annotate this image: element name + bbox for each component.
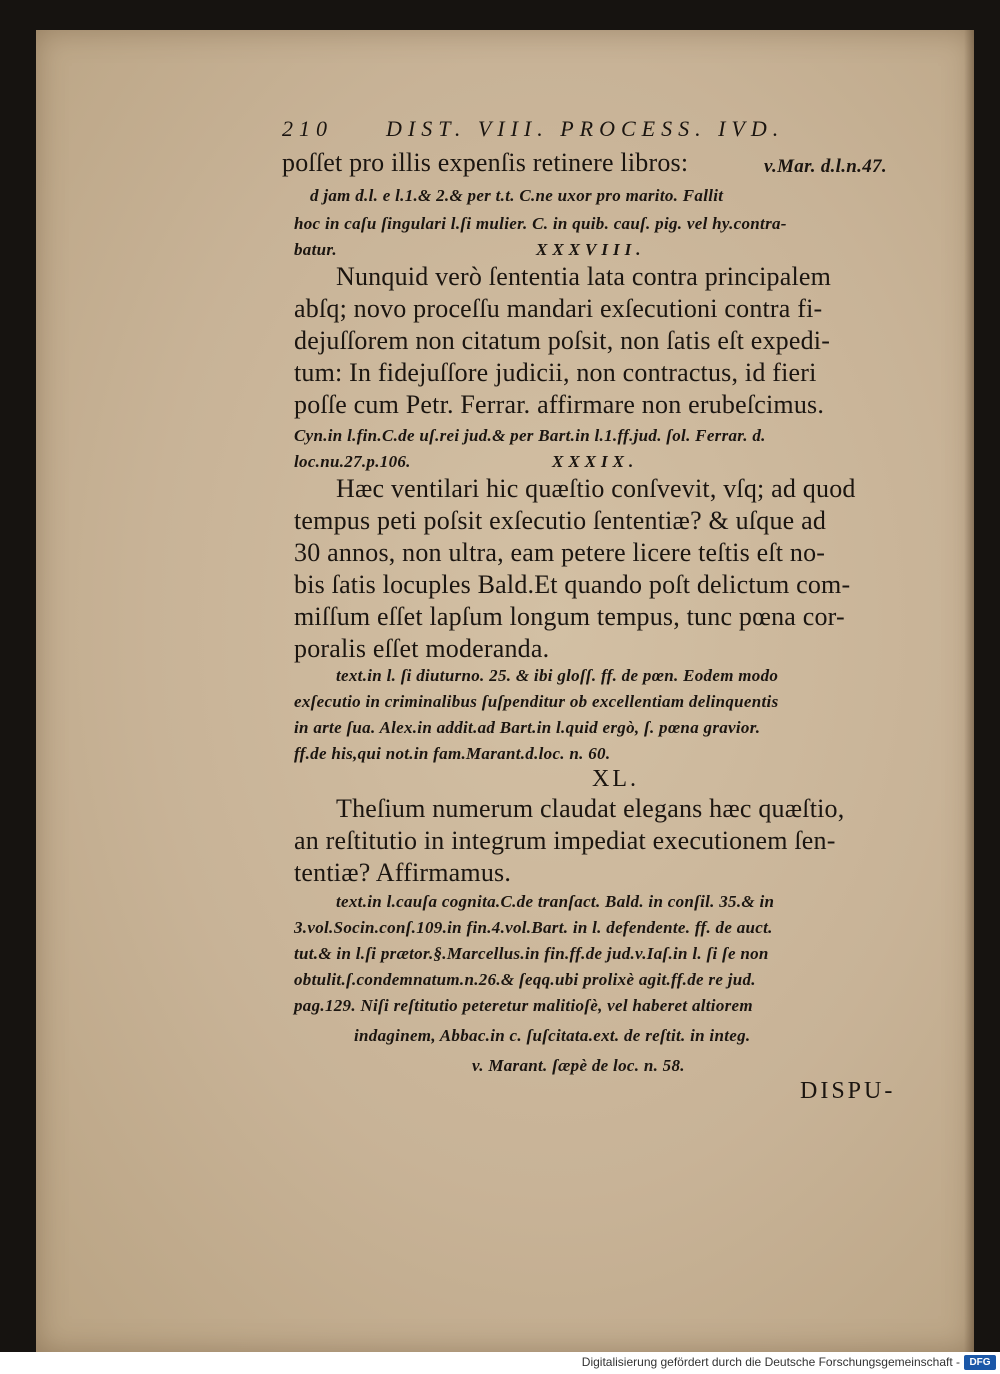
footnote-line: exſecutio in criminalibus ſuſpenditur ob excellentiam delinquentis [294,692,779,711]
footnote-line: loc.nu.27.p.106. [294,452,411,471]
text-line: Nunquid verò ſententia lata contra principalem [336,262,832,291]
text-line: abſq; novo proceſſu mandari exſecutioni contra fi- [294,294,823,323]
dfg-logo-icon: DFG [964,1355,996,1370]
section-number: XL. [592,766,639,792]
footer-bar [0,1352,1000,1374]
footnote-line: pag.129. Niſi reſtitutio peteretur malitioſè, vel haberet altiorem [294,996,753,1015]
running-title: DIST. VIII. PROCESS. IVD. [386,116,785,141]
text-line: miſſum eſſet lapſum longum tempus, tunc pœna cor- [294,602,845,631]
footnote-line: d jam d.l. e l.1.& 2.& per t.t. C.ne uxor pro marito. Fallit [310,186,724,205]
footer-credit: Digitalisierung gefördert durch die Deutsche Forschungsgemeinschaft - [581,1355,960,1369]
text-line: 30 annos, non ultra, eam petere licere teſtis eſt no- [294,538,826,567]
footnote-line: ff.de his,qui not.in fam.Marant.d.loc. n. 60. [294,744,611,763]
margin-note: v.Mar. d.l.n.47. [764,156,887,177]
text-line: poſſet pro illis expenſis retinere libros: [282,148,689,177]
footnote-line: 3.vol.Socin.conſ.109.in fin.4.vol.Bart. in l. defendente. ff. de auct. [294,918,773,937]
footnote-line: obtulit.ſ.condemnatum.n.26.& ſeqq.ubi prolixè agit.ff.de re jud. [294,970,756,989]
footnote-line: hoc in caſu ſingulari l.ſi mulier. C. in quib. cauſ. pig. vel hy.contra- [294,214,787,233]
text-line: tentiæ? Affirmamus. [294,858,512,887]
text-line: tempus peti poſsit exſecutio ſententiæ? & uſque ad [294,506,827,535]
text-line: an reſtitutio in integrum impediat executionem ſen- [294,826,836,855]
text-line: bis ſatis locuples Bald.Et quando poſt delictum com- [294,570,851,599]
footnote-line: indaginem, Abbac.in c. ſuſcitata.ext. de reſtit. in integ. [354,1026,751,1045]
section-number: XXXVIII. [536,240,646,259]
footnote-line: text.in l. ſi diuturno. 25. & ibi gloſſ. ff. de pœn. Eodem modo [336,666,779,685]
footnote-line: in arte ſua. Alex.in addit.ad Bart.in l.quid ergò, ſ. pœna gravior. [294,718,761,737]
text-line: Hæc ventilari hic quæſtio conſvevit, vſq; ad quod [336,474,856,503]
text-line: Theſium numerum claudat elegans hæc quæſtio, [336,794,845,823]
footnote-line: v. Marant. ſæpè de loc. n. 58. [472,1056,685,1075]
footnote-line: Cyn.in l.fin.C.de uſ.rei jud.& per Bart.in l.1.ff.jud. ſol. Ferrar. d. [294,426,766,445]
book-page [36,30,974,1352]
footnote-line: text.in l.cauſa cognita.C.de tranſact. Bald. in conſil. 35.& in [336,892,775,911]
text-line: poralis eſſet moderanda. [294,634,550,663]
footnote-line: tut.& in l.ſi prætor.§.Marcellus.in fin.ff.de jud.v.Iaſ.in l. ſi ſe non [294,944,769,963]
page-number: 210 [282,116,333,141]
footnote-line: batur. [294,240,337,259]
page-text [36,30,974,1352]
text-line: poſſe cum Petr. Ferrar. affirmare non erubeſcimus. [294,390,825,419]
text-line: dejuſſorem non citatum poſsit, non ſatis eſt expedi- [294,326,831,355]
catchword: DISPU- [800,1078,896,1104]
text-line: tum: In fidejuſſore judicii, non contractus, id fieri [294,358,817,387]
section-number: XXXIX. [552,452,639,471]
